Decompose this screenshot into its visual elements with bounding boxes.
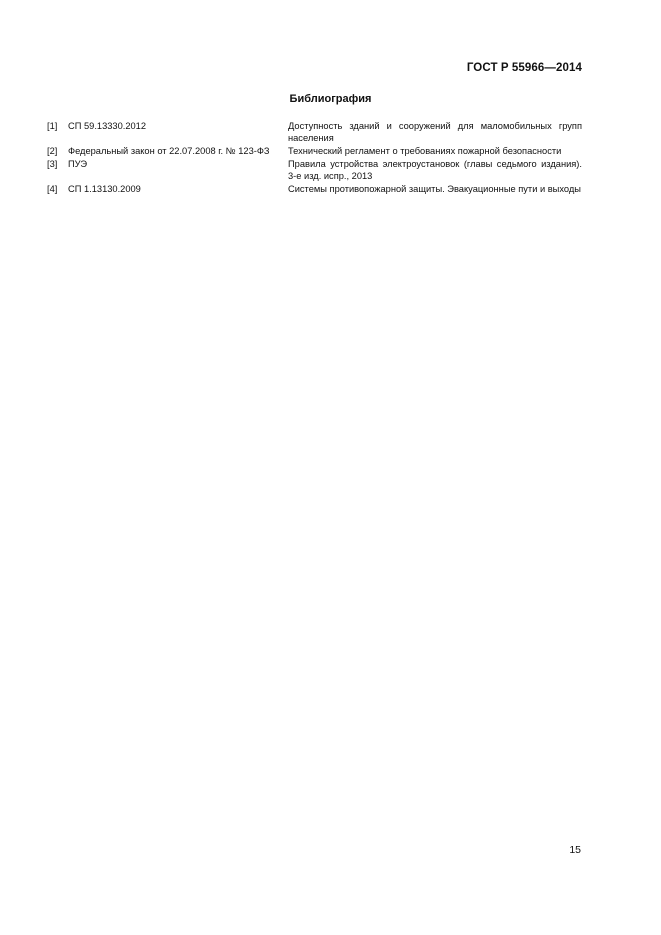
entry-description: Правила устройства электроустановок (главы седьмого издания). 3-е изд. испр., 2013 [288, 159, 582, 182]
entry-number: [4] [47, 184, 58, 195]
entry-reference: Федеральный закон от 22.07.2008 г. № 123-ФЗ [68, 146, 270, 157]
bibliography-entry [47, 146, 582, 158]
entry-number: [1] [47, 121, 58, 131]
entry-description: Технический регламент о требованиях пожарной безопасности [288, 146, 562, 157]
entry-reference: ПУЭ [68, 159, 88, 170]
entry-description: Системы противопожарной защиты. Эвакуационные пути и выходы [288, 184, 581, 195]
document-code: ГОСТ Р 55966—2014 [466, 62, 582, 74]
bibliography-entry [47, 121, 582, 145]
page-number: 15 [569, 844, 581, 856]
entry-reference: СП 1.13130.2009 [68, 184, 141, 195]
bibliography-list [47, 121, 582, 198]
bibliography-title: Библиография [289, 93, 372, 105]
entry-reference: СП 59.13330.2012 [68, 121, 147, 131]
entry-number: [2] [47, 146, 58, 157]
entry-number: [3] [47, 159, 58, 170]
entry-description: Доступность зданий и сооружений для маломобильных групп населения [288, 121, 582, 143]
bibliography-entry [47, 159, 582, 183]
bibliography-entry [47, 184, 582, 196]
